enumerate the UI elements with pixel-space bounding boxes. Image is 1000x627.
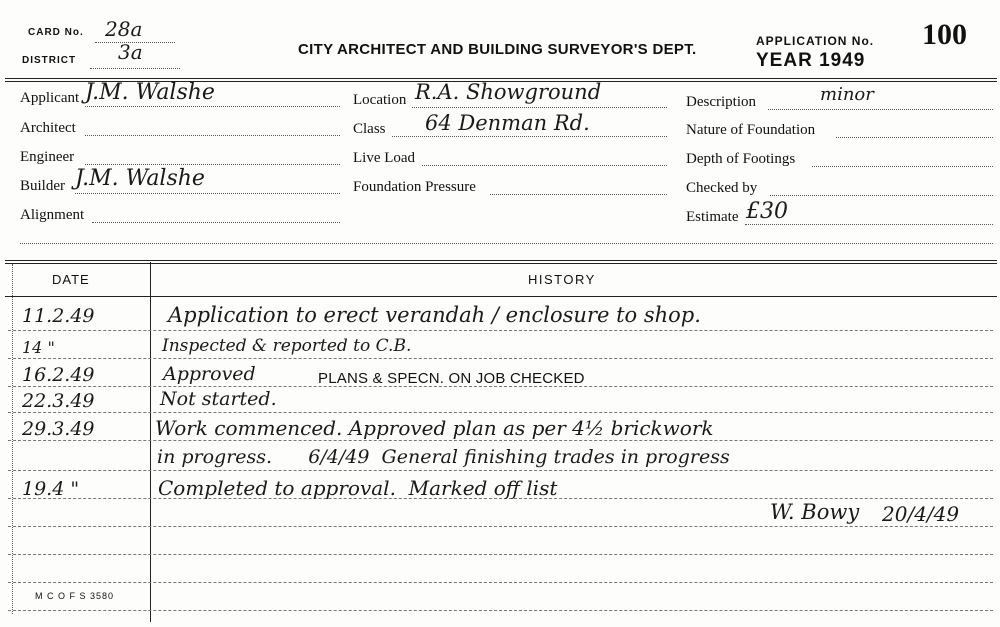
history-entry: Approved [163, 363, 256, 385]
description-value: minor [820, 84, 874, 105]
history-entry: Completed to approval. Marked off list [158, 476, 558, 500]
checked-by-label: Checked by [686, 180, 758, 196]
date-header: DATE [52, 272, 90, 287]
estimate-label: Estimate [686, 209, 739, 225]
engineer-label: Engineer [20, 149, 75, 165]
row-rule [8, 582, 993, 583]
class-line [392, 136, 667, 137]
history-header: HISTORY [528, 272, 596, 287]
estimate-line [745, 224, 993, 225]
nature-of-foundation-line [836, 137, 993, 138]
history-top-rule-2 [5, 263, 997, 264]
foundation-pressure-label: Foundation Pressure [353, 179, 476, 195]
department-title: CITY ARCHITECT AND BUILDING SURVEYOR'S DEPT. [298, 41, 697, 58]
architect-label: Architect [20, 120, 76, 136]
builder-value: J.M. Walshe [75, 166, 205, 191]
applicant-value: J.M. Walshe [85, 80, 215, 105]
history-entry: Not started. [160, 388, 277, 410]
card-no-value: 28a [105, 17, 143, 41]
class-label: Class [353, 121, 386, 137]
history-entry: Inspected & reported to C.B. [162, 336, 412, 356]
history-entry: Work commenced. Approved plan as per 4½ brickwork [155, 416, 714, 440]
builder-line [75, 193, 340, 194]
alignment-label: Alignment [20, 207, 85, 223]
foundation-pressure-line [490, 194, 667, 195]
header-divider [5, 78, 997, 79]
stamp-plans-checked: PLANS & SPECN. ON JOB CHECKED [318, 370, 585, 387]
depth-of-footings-label: Depth of Footings [686, 151, 796, 167]
history-header-rule [5, 296, 997, 297]
row-rule [8, 358, 993, 359]
live-load-line [422, 165, 667, 166]
nature-of-foundation-label: Nature of Foundation [686, 122, 816, 138]
row-rule [8, 554, 993, 555]
live-load-label: Live Load [353, 150, 416, 166]
alignment-line [92, 222, 340, 223]
description-line [768, 109, 993, 110]
history-entry: Application to erect verandah / enclosure to shop. [168, 303, 701, 327]
fields-bottom-dots [20, 243, 993, 244]
row-rule [8, 526, 993, 527]
district-label: DISTRICT [22, 55, 77, 66]
history-entry: in progress. 6/4/49 General finishing trades in progress [157, 446, 730, 468]
signature-date: 20/4/49 [882, 502, 960, 526]
history-date: 22.3.49 [22, 390, 95, 412]
history-top-rule [5, 260, 997, 261]
description-label: Description [686, 94, 756, 110]
history-date: 11.2.49 [22, 305, 95, 327]
district-underline [90, 68, 180, 69]
date-column-divider [150, 262, 151, 622]
card-no-label: CARD No. [28, 27, 84, 38]
district-value: 3a [118, 40, 143, 64]
checked-by-line [770, 195, 993, 196]
engineer-line [85, 164, 340, 165]
location-line [412, 107, 667, 108]
row-rule [8, 610, 993, 611]
applicant-label: Applicant [20, 90, 80, 106]
signature: W. Bowy [770, 500, 860, 524]
history-date: 14 " [22, 338, 55, 357]
history-date: 16.2.49 [22, 364, 95, 386]
builder-label: Builder [20, 178, 65, 194]
architect-line [85, 135, 340, 136]
location-label: Location [353, 92, 407, 108]
year-label: YEAR 1949 [756, 50, 866, 71]
form-code: M C O F S 3580 [35, 591, 115, 601]
class-value: 64 Denman Rd. [425, 111, 590, 135]
estimate-value: £30 [746, 199, 788, 224]
application-no-label: APPLICATION No. [756, 34, 875, 48]
depth-of-footings-line [812, 166, 993, 167]
row-rule [8, 330, 993, 331]
row-rule [8, 412, 993, 413]
row-rule [8, 440, 993, 441]
applicant-line [85, 106, 340, 107]
history-date: 29.3.49 [22, 418, 95, 440]
application-no-value: 100 [922, 18, 967, 51]
row-rule [8, 470, 993, 471]
left-margin-dots [12, 264, 13, 614]
history-date: 19.4 " [22, 478, 80, 500]
location-value: R.A. Showground [415, 80, 602, 104]
